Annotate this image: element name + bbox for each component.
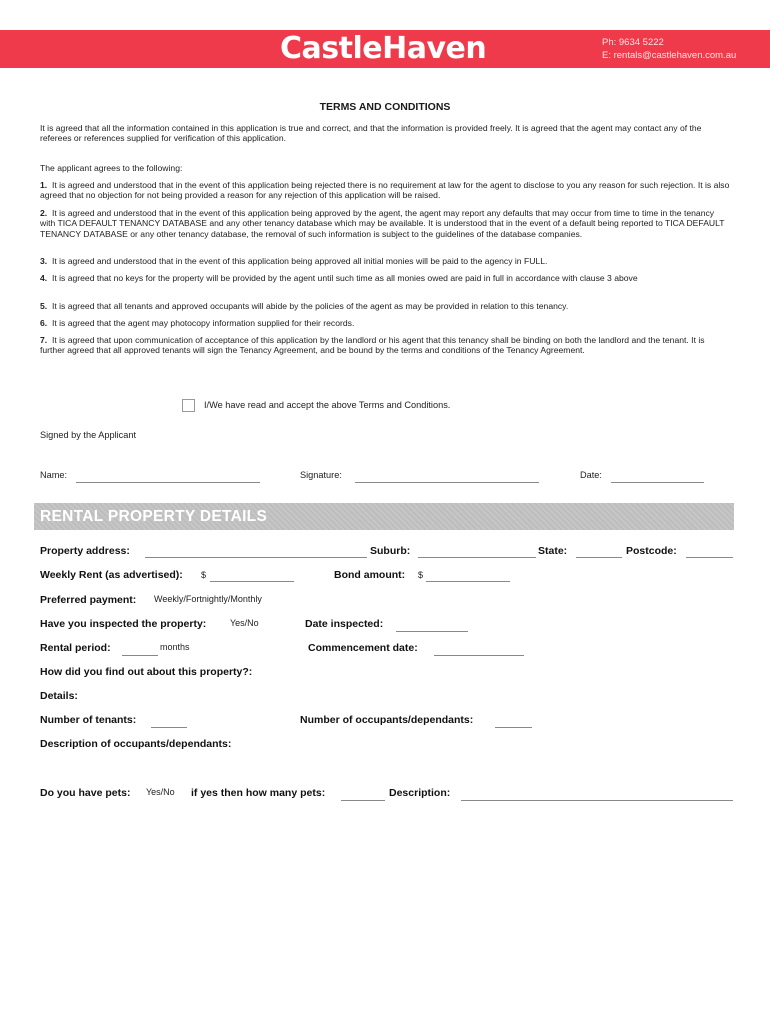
suburb-label: Suburb: <box>370 545 411 557</box>
how-many-pets-label: if yes then how many pets: <box>191 787 326 799</box>
property-address-label: Property address: <box>40 545 130 557</box>
term-number: 4. <box>40 273 48 283</box>
term-item-4 <box>40 273 730 283</box>
term-number: 2. <box>40 208 48 218</box>
bond-amount-field[interactable] <box>426 571 510 582</box>
term-number: 5. <box>40 301 48 311</box>
num-tenants-field[interactable] <box>151 717 187 728</box>
commencement-label: Commencement date: <box>308 642 418 654</box>
accept-terms-checkbox[interactable] <box>182 399 195 412</box>
accept-terms-label: I/We have read and accept the above Terms and Conditions. <box>204 400 451 410</box>
term-text: It is agreed that the agent may photocopy information supplied for their records. <box>51 318 355 328</box>
date-inspected-field[interactable] <box>396 621 468 632</box>
commencement-field[interactable] <box>434 645 524 656</box>
num-occupants-field[interactable] <box>495 717 532 728</box>
term-item-5 <box>40 301 730 311</box>
email-address: E: rentals@castlehaven.com.au <box>602 50 737 61</box>
pet-description-field[interactable] <box>461 790 733 801</box>
term-item-1 <box>40 180 730 201</box>
num-occupants-label: Number of occupants/dependants: <box>300 714 474 726</box>
bond-amount-label: Bond amount: <box>334 569 406 581</box>
date-label: Date: <box>580 470 602 480</box>
term-number: 3. <box>40 256 48 266</box>
property-address-field[interactable] <box>145 547 367 558</box>
term-item-7 <box>40 335 730 356</box>
signed-by-label: Signed by the Applicant <box>40 430 137 440</box>
weekly-rent-currency: $ <box>201 570 207 580</box>
name-field[interactable] <box>76 472 260 483</box>
inspected-options[interactable]: Yes/No <box>230 618 259 628</box>
terms-agrees: The applicant agrees to the following: <box>40 163 183 173</box>
term-number: 7. <box>40 335 48 345</box>
postcode-field[interactable] <box>686 547 733 558</box>
weekly-rent-field[interactable] <box>210 571 294 582</box>
term-text: It is agreed and understood that in the event of this application being approved by the agent, the agent may report any defaults that may occur from time to time in the tenancy with TICA DEFAULT TENANCY DATABASE and any other tenancy database which may be available. It is understood that in the event of a default being reported to TICA DEFAULT TENANCY DATABASE or any other tenancy database, the removal of such information is subject to the guidelines of the database companies. <box>40 208 725 239</box>
contact-info <box>602 36 736 62</box>
phone-number: Ph: 9634 5222 <box>602 37 664 48</box>
details-label: Details: <box>40 690 78 702</box>
term-item-6 <box>40 318 730 328</box>
inspected-label: Have you inspected the property: <box>40 618 207 630</box>
term-number: 6. <box>40 318 48 328</box>
rental-period-label: Rental period: <box>40 642 111 654</box>
suburb-field[interactable] <box>418 547 536 558</box>
state-label: State: <box>538 545 568 557</box>
term-text: It is agreed that no keys for the property will be provided by the agent until such time as all monies owed are paid in full in accordance with clause 3 above <box>51 273 638 283</box>
term-item-2 <box>40 208 730 239</box>
desc-occupants-label: Description of occupants/dependants: <box>40 738 232 750</box>
term-text: It is agreed that upon communication of acceptance of this application by the landlord or his agent that this tenancy shall be binding on both the landlord and the tenant. It is further agreed that all approved tenants will sign the Tenancy Agreement, and be bound by the terms and conditions of the Tenancy Agreement. <box>40 335 705 356</box>
state-field[interactable] <box>576 547 622 558</box>
term-number: 1. <box>40 180 48 190</box>
date-inspected-label: Date inspected: <box>305 618 384 630</box>
section-title: RENTAL PROPERTY DETAILS <box>40 508 268 525</box>
weekly-rent-label: Weekly Rent (as advertised): <box>40 569 183 581</box>
months-label: months <box>160 642 190 652</box>
term-item-3 <box>40 256 730 266</box>
bond-currency: $ <box>418 570 424 580</box>
term-text: It is agreed and understood that in the event of this application being approved all initial monies will be paid to the agency in FULL. <box>51 256 548 266</box>
terms-title: TERMS AND CONDITIONS <box>319 101 451 113</box>
date-field[interactable] <box>611 472 704 483</box>
pets-label: Do you have pets: <box>40 787 131 799</box>
signature-field[interactable] <box>355 472 539 483</box>
pet-description-label: Description: <box>389 787 451 799</box>
how-find-label: How did you find out about this property?: <box>40 666 253 678</box>
header-bar <box>0 30 770 68</box>
section-banner <box>34 503 734 530</box>
payment-options[interactable]: Weekly/Fortnightly/Monthly <box>154 594 262 604</box>
term-text: It is agreed and understood that in the event of this application being rejected there is no requirement at law for the agent to disclose to you any reason for such rejection. It is also agreed that no objection for not being provided a reason for any rejection of this application will be raised. <box>40 180 730 201</box>
rental-period-field[interactable] <box>122 645 158 656</box>
signature-label: Signature: <box>300 470 342 480</box>
how-many-pets-field[interactable] <box>341 790 385 801</box>
terms-intro: It is agreed that all the information contained in this application is true and correct, and that the information is provided freely. It is agreed that the agent may contact any of the referees or references supplied for verification of this application. <box>40 123 702 144</box>
brand-logo: CastleHaven <box>280 31 487 66</box>
preferred-payment-label: Preferred payment: <box>40 594 137 606</box>
term-text: It is agreed that all tenants and approved occupants will abide by the policies of the agent as may be provided in relation to this tenancy. <box>51 301 569 311</box>
pets-options[interactable]: Yes/No <box>146 787 175 797</box>
num-tenants-label: Number of tenants: <box>40 714 137 726</box>
name-label: Name: <box>40 470 68 480</box>
postcode-label: Postcode: <box>626 545 677 557</box>
